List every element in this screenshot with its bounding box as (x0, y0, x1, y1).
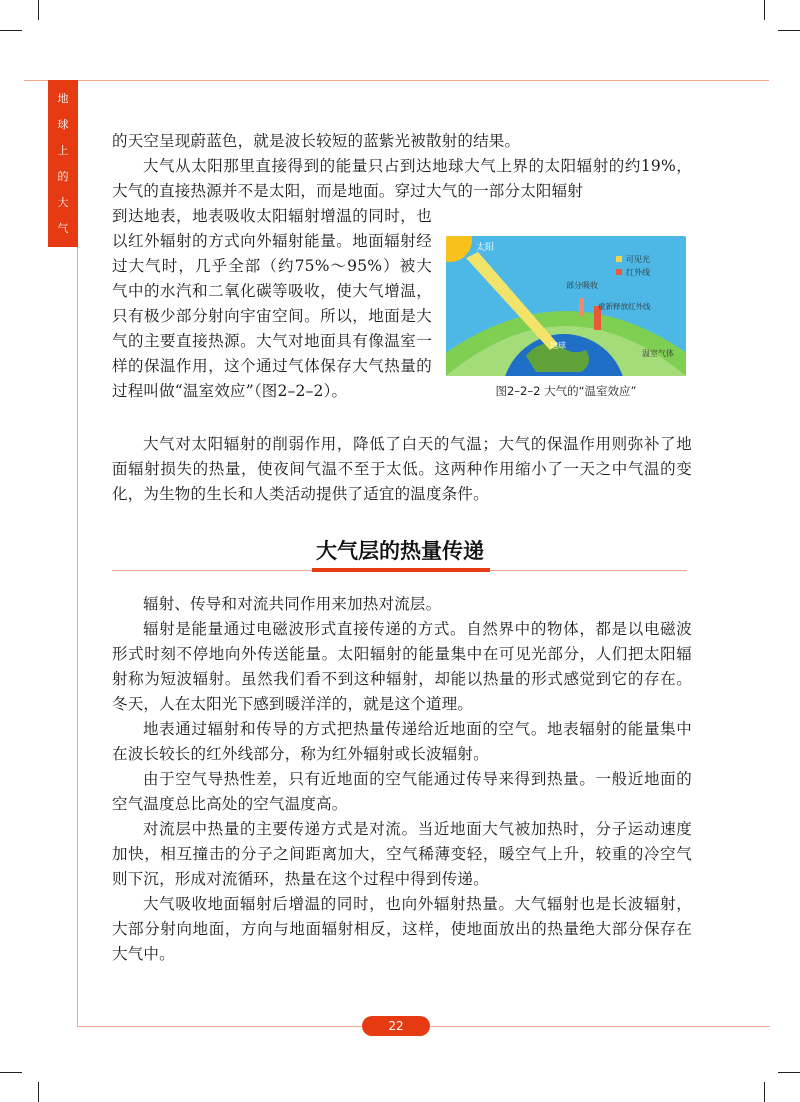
figure-caption: 图2–2–2 大气的“温室效应” (495, 384, 637, 398)
margin-rule (77, 247, 78, 1027)
section-paragraph: 对流层中热量的主要传递方式是对流。当近地面大气被加热时，分子运动速度加快，相互撞击的分子之间距离加大，空气稀薄变轻，暖空气上升，较重的冷空气则下沉，形成对流循环，热量在这个过程中得到传递。 (112, 820, 692, 888)
text-block-section (112, 592, 692, 967)
legend-infrared-swatch (616, 269, 622, 275)
side-tab-char: 大 (57, 196, 69, 209)
label-infrared: 红外线 (626, 268, 650, 277)
crop-mark (38, 1082, 39, 1102)
section-paragraph: 大气吸收地面辐射后增温的同时，也向外辐射热量。大气辐射也是长波辐射，大部分射向地面，方向与地面辐射相反，这样，使地面放出的热量绝大部分保存在大气中。 (112, 895, 692, 963)
label-partial-absorb: 部分吸收 (566, 281, 598, 290)
crop-mark (778, 30, 800, 31)
text-block-top (112, 129, 692, 204)
section-paragraph: 辐射是能量通过电磁波形式直接传递的方式。自然界中的物体，都是以电磁波形式时刻不停地向外传送能量。太阳辐射的能量集中在可见光部分，人们把太阳辐射称为短波辐射。虽然我们看不到这种辐射，却能以热量的形式感觉到它的存在。冬天，人在太阳光下感到暖洋洋的，就是这个道理。 (112, 620, 692, 713)
crop-mark (38, 0, 39, 20)
footer-rule-left (77, 1026, 362, 1027)
legend-visible-swatch (616, 256, 622, 262)
footer-rule-right (430, 1026, 770, 1027)
crop-mark (778, 1072, 800, 1073)
crop-mark (0, 1072, 22, 1073)
label-visible: 可见光 (626, 255, 650, 264)
section-title: 大气层的热量传递 (316, 539, 484, 563)
side-tab-char: 的 (57, 170, 69, 183)
label-reradiate: 重新释放红外线 (598, 302, 651, 311)
section-paragraph: 辐射、传导和对流共同作用来加热对流层。 (143, 595, 442, 613)
side-tab-char: 气 (57, 222, 69, 235)
side-tab-char: 上 (57, 144, 69, 157)
side-tab-char: 球 (57, 118, 69, 131)
section-paragraph: 由于空气导热性差，只有近地面的空气能通过传导来得到热量。一般近地面的空气温度总比高处的空气温度高。 (112, 770, 692, 813)
header-rule (24, 80, 769, 81)
label-sun: 太阳 (476, 243, 495, 253)
crop-mark (0, 30, 22, 31)
side-tab-char: 地 (57, 92, 69, 105)
text-block-middle (112, 432, 692, 507)
paragraph-greenhouse: 到达地表，地表吸收太阳辐射增温的同时，也以红外辐射的方式向外辐射能量。地面辐射经过大气时，几乎全部（约75%～95%）被大气中的水汽和二氧化碳等吸收，使大气增温，只有极少部分射向宇宙空间。所以，地面是大气的主要直接热源。大气对地面具有像温室一样的保温作用，这个通过气体保存大气热量的过程叫做“温室效应”（图2–2–2）。 (112, 207, 432, 400)
crop-mark (764, 1082, 765, 1102)
chapter-side-tab (48, 80, 78, 247)
label-earth: 地球 (550, 341, 566, 350)
section-title-accent (312, 568, 490, 572)
text-block-wrapped (112, 204, 432, 404)
greenhouse-figure (446, 236, 686, 376)
infrared-arrow-2 (579, 298, 584, 316)
label-gas: 温室气体 (642, 349, 674, 358)
paragraph-effects: 大气对太阳辐射的削弱作用，降低了白天的气温；大气的保温作用则弥补了地面辐射损失的热量，使夜间气温不至于太低。这两种作用缩小了一天之中气温的变化，为生物的生长和人类活动提供了适宜的温度条件。 (112, 435, 692, 503)
crop-mark (764, 0, 765, 20)
paragraph-energy: 大气从太阳那里直接得到的能量只占到达地球大气上界的太阳辐射的约19%，大气的直接热源并不是太阳，而是地面。穿过大气的一部分太阳辐射 (112, 157, 692, 200)
page-number: 22 (362, 1016, 430, 1036)
paragraph-intro: 的天空呈现蔚蓝色，就是波长较短的蓝紫光被散射的结果。 (112, 132, 521, 150)
section-paragraph: 地表通过辐射和传导的方式把热量传递给近地面的空气。地表辐射的能量集中在波长较长的红外线部分，称为红外辐射或长波辐射。 (112, 720, 692, 763)
greenhouse-diagram (446, 236, 686, 376)
